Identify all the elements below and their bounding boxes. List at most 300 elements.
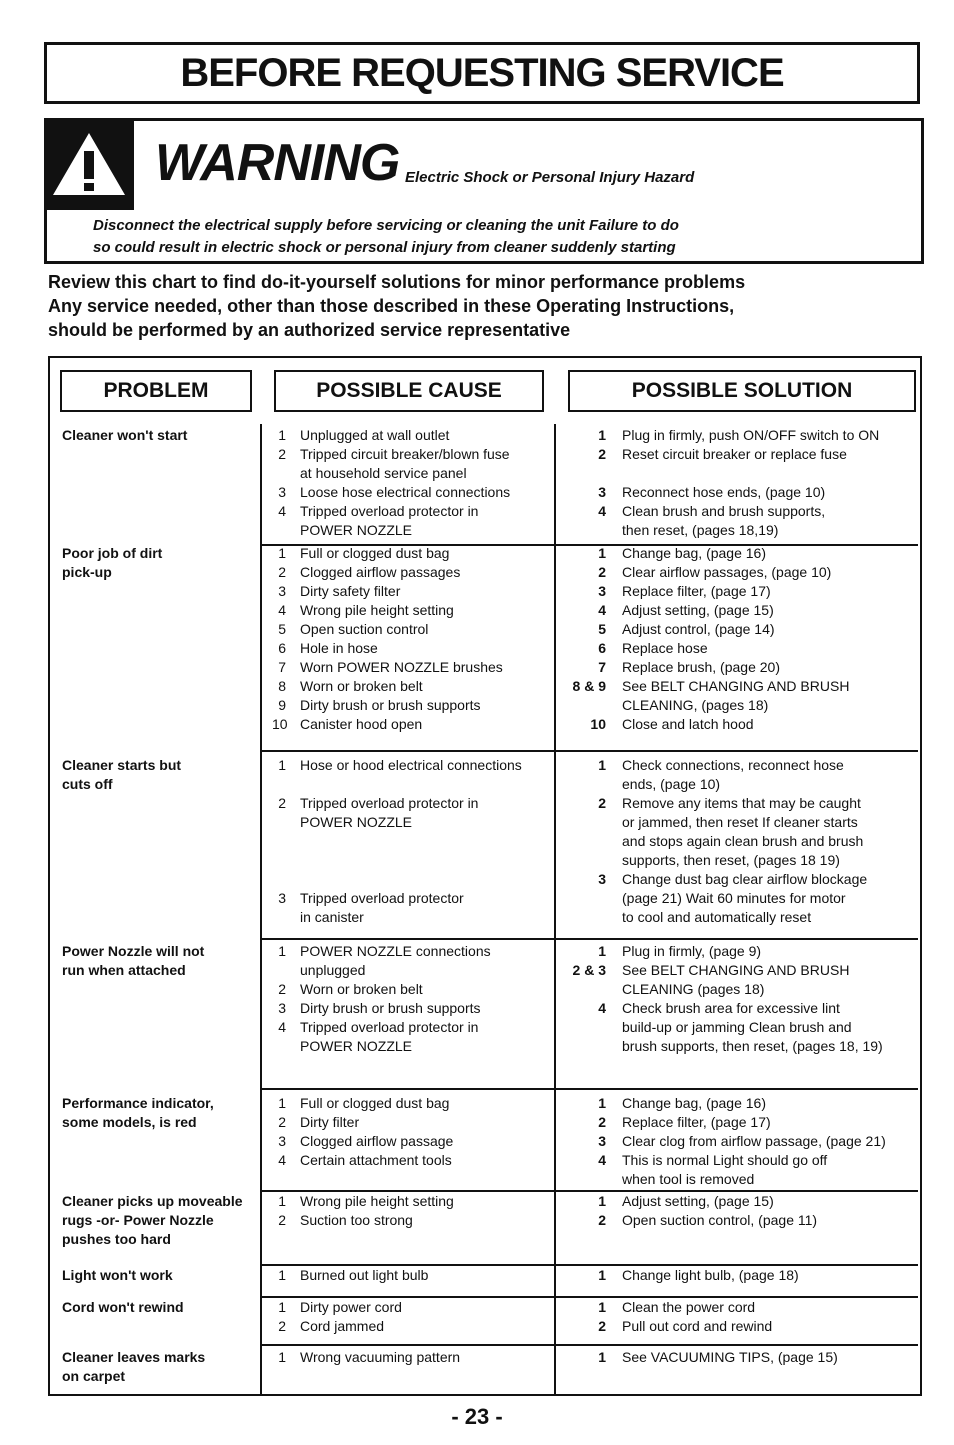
item-text [300,696,552,715]
item-text [300,1018,552,1056]
cause-item [272,677,552,696]
item-number: 1 [278,1349,286,1365]
header-possible-solution: POSSIBLE SOLUTION [568,370,916,412]
item-number: 1 [598,427,606,443]
page-number: - 23 - [451,1404,503,1429]
item-number: 2 [278,1318,286,1334]
row-divider [260,1344,918,1346]
solution-item [556,601,918,620]
problem-text: Power Nozzle will not [62,943,205,959]
problem-cell [62,544,262,582]
item-text [622,601,918,620]
troubleshooting-table [48,356,922,1396]
cause-item [272,483,552,502]
item-text [622,961,918,999]
item-number: 3 [278,1000,286,1016]
cause-cell [272,426,552,540]
solution-text: Replace brush, (page 20) [622,659,780,675]
item-text [622,1094,918,1113]
solution-text: Close and latch hood [622,716,754,732]
problem-text: Cleaner leaves marks [62,1349,206,1365]
item-number: 4 [598,1152,606,1168]
solution-text: Reset circuit breaker or replace fuse [622,446,847,462]
item-number: 2 [598,1114,606,1130]
solution-text: Plug in firmly, push ON/OFF switch to ON [622,427,880,443]
item-text [622,1317,918,1336]
item-text [300,544,552,563]
cause-text: Tripped overload protector in [300,503,479,519]
problem-text: run when attached [62,962,186,978]
item-text [300,889,552,927]
cause-text: POWER NOZZLE connections [300,943,491,959]
cause-item [272,1151,552,1170]
cause-text: POWER NOZZLE [300,1038,413,1054]
solution-text: Check connections, reconnect hose [622,757,844,773]
item-text [300,794,552,832]
item-text [300,1298,552,1317]
item-text [622,620,918,639]
item-number: 1 [278,943,286,959]
item-text [622,756,918,794]
item-number [556,464,606,483]
item-number: 1 [598,757,606,773]
cause-item [272,426,552,445]
problem-text: Cleaner starts but [62,757,182,773]
cause-text: Tripped overload protector in [300,795,479,811]
solution-text: Change dust bag clear airflow blockage [622,871,868,887]
solution-text: ends, (page 10) [622,776,721,792]
solution-cell [556,942,918,1056]
item-text [300,870,552,889]
cause-item [272,1298,552,1317]
item-text [300,445,552,483]
item-number: 1 [598,1299,606,1315]
warning-icon [44,118,134,210]
item-text [300,620,552,639]
cause-cell [272,1348,552,1367]
cause-item [272,620,552,639]
solution-item [556,961,918,999]
solution-item [556,426,918,445]
problem-text: Cord won't rewind [62,1299,184,1315]
solution-text: CLEANING, (pages 18) [622,697,769,713]
solution-item [556,563,918,582]
solution-item [556,756,918,794]
cause-text: Dirty brush or brush supports [300,1000,481,1016]
item-number: 1 [598,943,606,959]
item-text [300,1192,552,1211]
item-text [300,1132,552,1151]
cause-item [272,1317,552,1336]
cause-item [272,775,552,794]
item-text [300,832,552,851]
solution-text: or jammed, then reset If cleaner starts [622,814,858,830]
solution-text: build-up or jamming Clean brush and [622,1019,852,1035]
item-text [622,582,918,601]
solution-item [556,1132,918,1151]
intro-line: Any service needed, other than those described in these Operating Instructions, [48,296,735,316]
item-text [622,483,918,502]
cause-item [272,1192,552,1211]
cause-text [300,851,552,870]
cause-cell [272,544,552,734]
cause-text: Worn or broken belt [300,678,423,694]
item-number: 4 [278,602,286,618]
item-text [622,715,918,734]
cause-text: Dirty brush or brush supports [300,697,481,713]
solution-text: Replace filter, (page 17) [622,583,771,599]
cause-text: Loose hose electrical connections [300,484,511,500]
item-text [622,563,918,582]
cause-item [272,1211,552,1230]
cause-item [272,889,552,927]
solution-cell [556,544,918,734]
cause-text: Open suction control [300,621,429,637]
item-number: 1 [278,1095,286,1111]
warning-body-line: so could result in electric shock or personal injury from cleaner suddenly starting [93,239,676,256]
problem-text: pick-up [62,564,112,580]
item-number: 10 [272,716,288,732]
solution-cell [556,426,918,540]
item-number: 1 [278,1193,286,1209]
cause-text: Tripped overload protector [300,890,464,906]
item-number: 6 [598,640,606,656]
item-number: 2 [278,981,286,997]
item-number: 4 [278,1152,286,1168]
cause-text: Cord jammed [300,1318,385,1334]
solution-text: (page 21) Wait 60 minutes for motor [622,890,846,906]
solution-item [556,1211,918,1230]
item-number: 5 [278,621,286,637]
item-number: 1 [598,1267,606,1283]
item-number: 6 [278,640,286,656]
item-text [300,1348,552,1367]
item-number: 3 [278,484,286,500]
item-number: 4 [598,1000,606,1016]
item-number: 4 [278,503,286,519]
solution-text: See BELT CHANGING AND BRUSH [622,962,850,978]
solution-cell [556,1192,918,1230]
problem-cell [62,942,262,980]
item-text [300,756,552,775]
item-number [272,851,286,870]
solution-text: CLEANING (pages 18) [622,981,765,997]
solution-text: Clear airflow passages, (page 10) [622,564,832,580]
problem-text: some models, is red [62,1114,197,1130]
problem-text: on carpet [62,1368,126,1384]
item-text [622,942,918,961]
cause-item [272,832,552,851]
problem-text: Poor job of dirt [62,545,163,561]
cause-text: Canister hood open [300,716,423,732]
cause-text: Wrong pile height setting [300,1193,454,1209]
solution-item [556,582,918,601]
item-number: 1 [278,757,286,773]
problem-text: Cleaner picks up moveable [62,1193,243,1209]
cause-item [272,999,552,1018]
solution-item [556,464,918,483]
warning-body-line: Disconnect the electrical supply before servicing or cleaning the unit Failure to do [93,217,679,234]
cause-text: Suction too strong [300,1212,413,1228]
problem-cell [62,1298,262,1317]
intro-line: Review this chart to find do-it-yourself solutions for minor performance problems [48,272,746,292]
item-text [300,775,552,794]
cause-item [272,639,552,658]
item-number: 1 [598,1349,606,1365]
cause-item [272,696,552,715]
warning-box [44,118,924,264]
item-number: 2 [278,795,286,811]
item-text [300,980,552,999]
cause-item [272,658,552,677]
item-text [622,1348,918,1367]
problem-text: cuts off [62,776,113,792]
header-possible-cause: POSSIBLE CAUSE [274,370,544,412]
item-text [300,715,552,734]
item-number: 7 [598,659,606,675]
cause-text [300,775,552,794]
solution-text: brush supports, then reset, (pages 18, 19) [622,1038,883,1054]
cause-text: Wrong pile height setting [300,602,454,618]
solution-text: Adjust setting, (page 15) [622,602,774,618]
solution-item [556,715,918,734]
solution-text [622,464,918,483]
item-number: 8 [278,678,286,694]
item-text [300,483,552,502]
row-divider [260,1088,918,1090]
cause-text: Dirty safety filter [300,583,401,599]
item-number [272,832,286,851]
solution-cell [556,1348,918,1367]
item-text [622,1266,918,1285]
intro-line: should be performed by an authorized service representative [48,320,571,340]
solution-text: This is normal Light should go off [622,1152,828,1168]
cause-text: Dirty power cord [300,1299,402,1315]
cause-text: unplugged [300,962,366,978]
cause-text: Dirty filter [300,1114,360,1130]
item-number: 4 [598,602,606,618]
problem-cell [62,756,262,794]
solution-text: See BELT CHANGING AND BRUSH [622,678,850,694]
cause-item [272,980,552,999]
item-text [300,563,552,582]
item-text [622,445,918,464]
cause-text: at household service panel [300,465,467,481]
item-text [300,1094,552,1113]
item-number: 10 [590,716,606,732]
solution-text: when tool is removed [622,1171,755,1187]
item-text [300,1211,552,1230]
solution-item [556,544,918,563]
solution-cell [556,1298,918,1336]
solution-item [556,794,918,870]
header-problem: PROBLEM [60,370,252,412]
problem-text: rugs -or- Power Nozzle [62,1212,214,1228]
cause-item [272,794,552,832]
row-divider [260,938,918,940]
item-number: 1 [278,1299,286,1315]
cause-cell [272,756,552,927]
solution-text: Remove any items that may be caught [622,795,861,811]
solution-item [556,1113,918,1132]
solution-item [556,658,918,677]
solution-text: Change bag, (page 16) [622,1095,766,1111]
solution-text: See VACUUMING TIPS, (page 15) [622,1349,838,1365]
solution-item [556,1192,918,1211]
solution-item [556,870,918,927]
item-number [272,870,286,889]
cause-item [272,563,552,582]
solution-text: and stops again clean brush and brush [622,833,864,849]
cause-text: Certain attachment tools [300,1152,452,1168]
solution-text: Clear clog from airflow passage, (page 21) [622,1133,886,1149]
cause-text: in canister [300,909,364,925]
cause-cell [272,1094,552,1170]
cause-item [272,1348,552,1367]
item-text [622,999,918,1056]
solution-item [556,445,918,464]
item-text [622,677,918,715]
page-title: BEFORE REQUESTING SERVICE [180,50,784,95]
cause-item [272,1094,552,1113]
problem-cell [62,1348,262,1386]
cause-text: Unplugged at wall outlet [300,427,450,443]
cause-item [272,1113,552,1132]
solution-cell [556,756,918,927]
item-text [300,999,552,1018]
item-text [622,1211,918,1230]
solution-item [556,1266,918,1285]
item-number: 3 [278,1133,286,1149]
item-number: 3 [598,484,606,500]
cause-item [272,942,552,980]
solution-item [556,620,918,639]
solution-cell [556,1094,918,1189]
item-number: 7 [278,659,286,675]
solution-text: Open suction control, (page 11) [622,1212,818,1228]
item-text [622,1192,918,1211]
item-number: 9 [278,697,286,713]
solution-text: supports, then reset, (pages 18 19) [622,852,840,868]
cause-text [300,870,552,889]
cause-text: Clogged airflow passage [300,1133,454,1149]
item-number: 1 [598,1193,606,1209]
item-number: 3 [598,583,606,599]
solution-item [556,942,918,961]
solution-text: Clean brush and brush supports, [622,503,826,519]
cause-cell [272,1298,552,1336]
item-number: 4 [598,503,606,519]
item-text [300,426,552,445]
cause-cell [272,1266,552,1285]
cause-item [272,601,552,620]
cause-text: Hole in hose [300,640,378,656]
solution-text: then reset, (pages 18,19) [622,522,779,538]
solution-text: Reconnect hose ends, (page 10) [622,484,826,500]
item-number: 4 [278,1019,286,1035]
cause-text: Worn POWER NOZZLE brushes [300,659,503,675]
solution-text: Check brush area for excessive lint [622,1000,840,1016]
item-number: 3 [598,1133,606,1149]
solution-text: Pull out cord and rewind [622,1318,773,1334]
cause-text: POWER NOZZLE [300,814,413,830]
cause-item [272,870,552,889]
item-text [622,544,918,563]
item-text [300,1266,552,1285]
problem-cell [62,1094,262,1132]
solution-item [556,483,918,502]
item-number: 2 [278,1212,286,1228]
item-text [300,1113,552,1132]
item-number: 8 & 9 [572,678,606,694]
cause-item [272,1266,552,1285]
item-number: 2 [278,446,286,462]
solution-item [556,677,918,715]
intro-text [48,270,918,342]
item-number: 3 [278,583,286,599]
cause-text: Burned out light bulb [300,1267,429,1283]
item-number: 1 [598,545,606,561]
cause-text: Wrong vacuuming pattern [300,1349,461,1365]
cause-item [272,544,552,563]
problem-cell [62,1192,262,1249]
cause-text: Tripped circuit breaker/blown fuse [300,446,510,462]
item-number: 2 [598,1318,606,1334]
item-text [300,502,552,540]
item-text [300,942,552,980]
cause-text: Full or clogged dust bag [300,1095,450,1111]
item-text [622,639,918,658]
item-number: 1 [278,1267,286,1283]
cause-text [300,832,552,851]
item-number: 2 [278,564,286,580]
solution-text: Replace hose [622,640,708,656]
solution-cell [556,1266,918,1285]
cause-item [272,582,552,601]
item-number [272,775,286,794]
cause-text: Tripped overload protector in [300,1019,479,1035]
solution-item [556,639,918,658]
solution-text: to cool and automatically reset [622,909,812,925]
item-text [622,1132,918,1151]
cause-cell [272,942,552,1056]
cause-text: POWER NOZZLE [300,522,413,538]
item-number: 2 & 3 [572,962,606,978]
cause-text: Worn or broken belt [300,981,423,997]
item-text [622,870,918,927]
cause-item [272,715,552,734]
problem-text: Light won't work [62,1267,173,1283]
solution-item [556,1151,918,1189]
solution-text: Plug in firmly, (page 9) [622,943,762,959]
item-number: 1 [598,1095,606,1111]
solution-item [556,1298,918,1317]
item-number: 3 [598,871,606,887]
item-text [300,1317,552,1336]
item-text [622,426,918,445]
cause-text: Full or clogged dust bag [300,545,450,561]
cause-item [272,851,552,870]
item-text [622,464,918,483]
cause-cell [272,1192,552,1230]
solution-text: Adjust setting, (page 15) [622,1193,774,1209]
item-text [622,502,918,540]
cause-item [272,1018,552,1056]
solution-item [556,1094,918,1113]
item-text [300,851,552,870]
item-text [300,1151,552,1170]
item-number: 5 [598,621,606,637]
